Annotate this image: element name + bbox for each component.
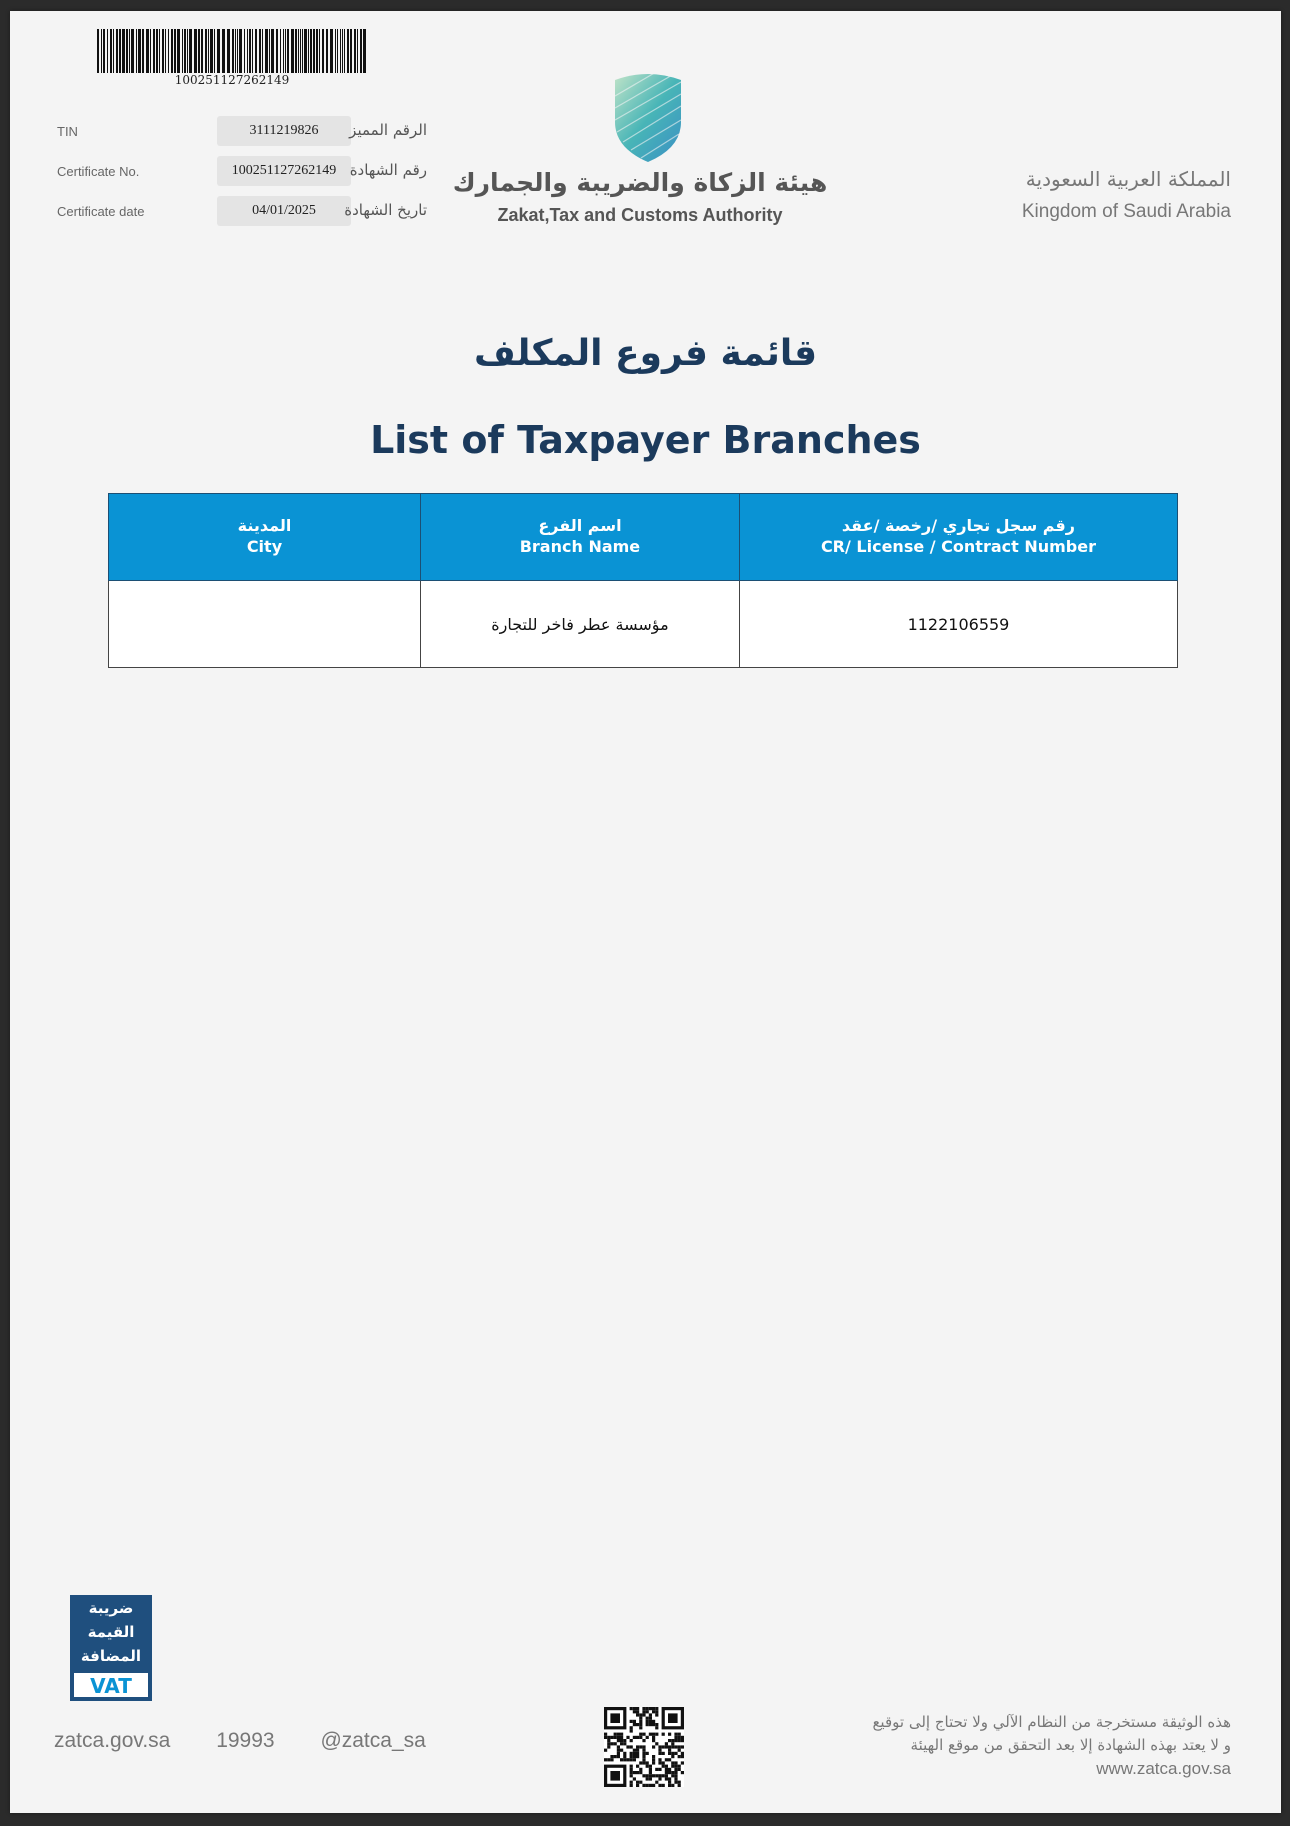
info-label-ar: الرقم المميز	[349, 121, 427, 139]
info-label-en: TIN	[57, 124, 78, 139]
disclaimer-line2: و لا يعتد بهذه الشهادة إلا بعد التحقق من موقع الهيئة	[910, 1736, 1231, 1754]
kingdom-name-en: Kingdom of Saudi Arabia	[1021, 201, 1231, 222]
cell-city	[109, 581, 421, 668]
disclaimer-line1: هذه الوثيقة مستخرجة من النظام الآلي ولا تحتاج إلى توقيع	[872, 1713, 1231, 1731]
disclaimer-url-link[interactable]: www.zatca.gov.sa	[1096, 1759, 1231, 1778]
cell-branch-name: مؤسسة عطر فاخر للتجارة	[420, 581, 739, 668]
vat-logo-line3: المضافة	[80, 1647, 142, 1665]
vat-logo-line1: ضريبة	[88, 1599, 134, 1617]
table-row	[109, 581, 1178, 668]
kingdom-name-ar: المملكة العربية السعودية	[1025, 167, 1231, 191]
header-branch-name	[420, 494, 739, 581]
barcode-number: 100251127262149	[174, 73, 290, 87]
header-city-ar: المدينة	[237, 516, 292, 536]
info-row-tin	[57, 116, 427, 148]
page-title-en: List of Taxpayer Branches	[370, 418, 921, 462]
barcode	[97, 29, 379, 89]
info-row-certificate-no	[57, 156, 427, 188]
info-row-certificate-date	[57, 196, 427, 228]
info-label-en: Certificate date	[57, 204, 145, 219]
footer-website-link[interactable]: zatca.gov.sa	[54, 1729, 171, 1752]
authority-name-ar: هيئة الزكاة والضريبة والجمارك	[452, 168, 828, 197]
cell-cr-number: 1122106559	[739, 581, 1177, 668]
qr-code-icon	[604, 1707, 684, 1787]
barcode-bars	[97, 29, 367, 73]
vat-logo-badge: VAT	[90, 1674, 132, 1698]
info-value-certificate-date: 04/01/2025	[217, 196, 351, 226]
branches-table	[108, 493, 1178, 668]
footer-phone: 19993	[216, 1729, 275, 1752]
vat-logo-line2: القيمة	[87, 1623, 135, 1641]
zatca-logo-icon	[603, 66, 693, 166]
info-value-tin: 3111219826	[217, 116, 351, 146]
info-value-certificate-no: 100251127262149	[217, 156, 351, 186]
header-cr-number	[739, 494, 1177, 581]
info-label-ar: رقم الشهادة	[349, 161, 427, 179]
footer-contacts	[54, 1729, 466, 1753]
header-cr-number-ar: رقم سجل تجاري /رخصة /عقد	[841, 516, 1075, 536]
header-city-en: City	[246, 537, 283, 556]
vat-logo	[70, 1595, 152, 1701]
header-cr-number-en: CR/ License / Contract Number	[820, 537, 1096, 556]
info-label-en: Certificate No.	[57, 164, 140, 179]
table-header-row	[109, 494, 1178, 581]
header-branch-name-ar: اسم الفرع	[538, 516, 622, 536]
footer-disclaimer	[711, 1711, 1231, 1780]
certificate-page	[10, 11, 1281, 1813]
header-city	[109, 494, 421, 581]
footer-social-handle[interactable]: @zatca_sa	[320, 1729, 426, 1752]
page-title-ar: قائمة فروع المكلف	[473, 333, 818, 374]
header-branch-name-en: Branch Name	[519, 537, 641, 556]
authority-name-en: Zakat,Tax and Customs Authority	[497, 205, 783, 225]
info-label-ar: تاريخ الشهادة	[344, 201, 427, 219]
